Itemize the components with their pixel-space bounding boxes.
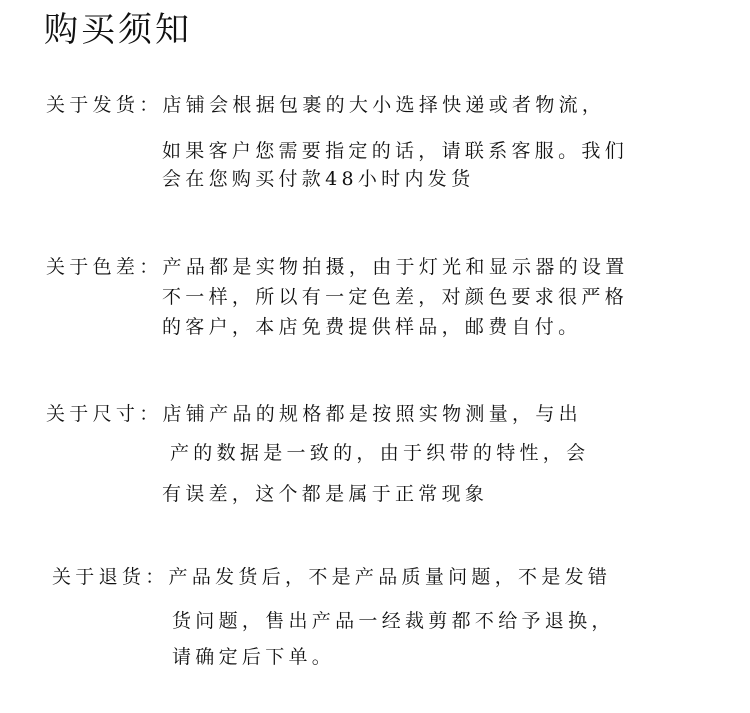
section-text-line: 店铺产品的规格都是按照实物测量，与出 [162,403,582,425]
section-text-line: 会在您购买付款48小时内发货 [162,168,475,190]
section-label: 关于退货： [52,566,169,588]
section-text-line: 有误差，这个都是属于正常现象 [162,483,489,505]
section-label: 关于尺寸： [46,403,163,425]
section-label: 关于色差： [46,256,163,278]
section-text-line: 产品发货后，不是产品质量问题，不是发错 [168,566,612,588]
section-text-line: 产品都是实物拍摄，由于灯光和显示器的设置 [162,256,629,278]
section-text-line: 店铺会根据包裹的大小选择快递或者物流， [162,94,606,116]
section-text-line: 不一样，所以有一定色差，对颜色要求很严格 [162,286,629,308]
section-text-line: 的客户，本店免费提供样品，邮费自付。 [162,316,582,338]
section-text-line: 请确定后下单。 [172,646,336,668]
section-text-line: 如果客户您需要指定的话，请联系客服。我们 [162,140,629,162]
section-text-line: 货问题，售出产品一经裁剪都不给予退换， [172,610,615,632]
section-label: 关于发货： [46,94,163,116]
page-title: 购买须知 [44,10,192,50]
section-text-line: 产的数据是一致的，由于织带的特性，会 [170,442,590,464]
